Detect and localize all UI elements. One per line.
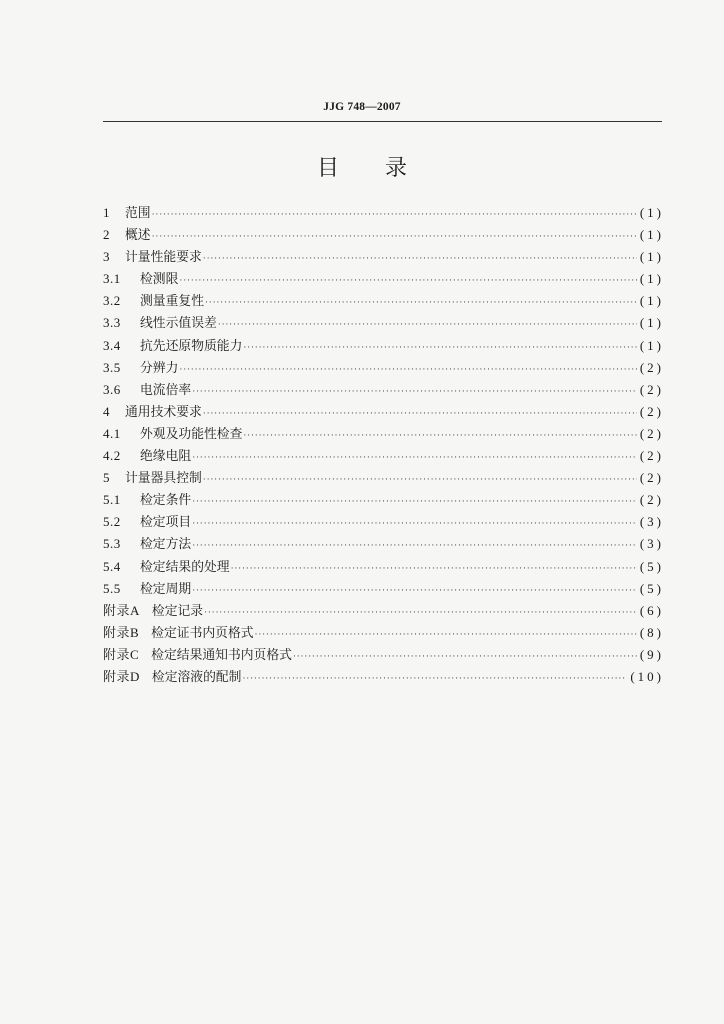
toc-entry-number: 3.6 xyxy=(103,381,121,397)
toc-entry-number: 3.3 xyxy=(103,315,121,331)
dot-leader xyxy=(192,380,637,402)
toc-entry xyxy=(103,511,664,533)
toc-entry xyxy=(103,224,664,246)
toc-entry-page: (5) xyxy=(639,580,664,596)
toc-entry xyxy=(103,312,664,334)
toc-entry-number: 3.2 xyxy=(103,293,121,309)
toc-entry-label: 检定结果的处理 xyxy=(140,559,230,575)
dot-leader xyxy=(192,446,637,468)
toc-entry-page: (1) xyxy=(639,249,664,265)
toc-entry-number: 5.1 xyxy=(103,492,121,508)
toc-entry-number: 4 xyxy=(103,403,110,419)
toc-entry-page: (2) xyxy=(639,470,664,486)
toc-entry-page: (2) xyxy=(639,381,664,397)
dot-leader xyxy=(179,269,636,291)
toc-entry-page: (2) xyxy=(639,492,664,508)
toc-entry-number: 5.4 xyxy=(103,558,121,574)
dot-leader xyxy=(179,358,636,380)
toc-entry-page: (5) xyxy=(639,558,664,574)
dot-leader xyxy=(293,645,637,667)
dot-leader xyxy=(205,291,637,313)
dot-leader xyxy=(231,557,637,579)
toc-entry xyxy=(103,556,664,578)
toc-entry-label: 通用技术要求 xyxy=(125,404,202,420)
toc-entry-label: 检定结果通知书内页格式 xyxy=(151,647,292,663)
toc-entry-number: 3.1 xyxy=(103,271,121,287)
dot-leader xyxy=(152,225,637,247)
toc-entry xyxy=(103,445,664,467)
toc-entry-page: (1) xyxy=(639,337,664,353)
dot-leader xyxy=(255,623,637,645)
toc-entry-label: 分辨力 xyxy=(140,360,179,376)
toc-entry-label: 计量性能要求 xyxy=(125,250,202,266)
toc-entry-page: (1) xyxy=(639,205,664,220)
toc-entry-label: 检定证书内页格式 xyxy=(151,625,254,641)
toc-entry-page: (2) xyxy=(639,448,664,464)
toc-entry-label: 绝缘电阻 xyxy=(140,449,192,465)
dot-leader xyxy=(203,468,637,490)
toc-entry xyxy=(103,644,664,666)
toc-entry-number: 附录D xyxy=(103,668,140,684)
toc-entry-label: 测量重复性 xyxy=(140,294,204,310)
toc-entry xyxy=(103,666,664,688)
dot-leader xyxy=(152,203,637,225)
toc-entry-page: (3) xyxy=(639,536,664,552)
dot-leader xyxy=(243,424,636,446)
toc-entry-page: (2) xyxy=(639,425,664,441)
dot-leader xyxy=(192,534,637,556)
dot-leader xyxy=(242,667,627,689)
toc-entry-page: (2) xyxy=(639,403,664,419)
toc-entry-page: (6) xyxy=(639,602,664,618)
toc-entry-label: 检定项目 xyxy=(140,515,192,531)
table-of-contents xyxy=(103,202,664,688)
toc-entry xyxy=(103,578,664,600)
toc-entry xyxy=(103,202,664,224)
dot-leader xyxy=(204,601,637,623)
toc-entry-number: 3.5 xyxy=(103,359,121,375)
toc-entry-number: 附录B xyxy=(103,624,140,640)
toc-entry-number: 4.2 xyxy=(103,448,121,464)
toc-entry-label: 电流倍率 xyxy=(140,382,192,398)
toc-entry xyxy=(103,600,664,622)
toc-entry-label: 计量器具控制 xyxy=(125,471,202,487)
toc-entry-label: 概述 xyxy=(125,228,151,244)
toc-entry-page: (1) xyxy=(639,315,664,331)
toc-entry-label: 抗先还原物质能力 xyxy=(140,338,243,354)
toc-entry xyxy=(103,268,664,290)
toc-entry xyxy=(103,533,664,555)
toc-entry-number: 附录C xyxy=(103,646,140,662)
toc-entry-page: (2) xyxy=(639,359,664,375)
toc-entry-number: 5.3 xyxy=(103,536,121,552)
toc-entry xyxy=(103,379,664,401)
toc-entry-page: (3) xyxy=(639,514,664,530)
toc-entry xyxy=(103,423,664,445)
toc-entry xyxy=(103,489,664,511)
toc-entry-page: (10) xyxy=(630,668,664,684)
toc-entry xyxy=(103,246,664,268)
toc-entry-label: 线性示值误差 xyxy=(140,316,217,332)
toc-entry-number: 2 xyxy=(103,227,110,243)
dot-leader xyxy=(192,490,637,512)
dot-leader xyxy=(192,512,637,534)
toc-entry-number: 附录A xyxy=(103,602,140,618)
dot-leader xyxy=(192,579,637,601)
toc-entry-page: (1) xyxy=(639,227,664,243)
header-rule xyxy=(103,121,662,122)
toc-entry-number: 5 xyxy=(103,470,110,486)
dot-leader xyxy=(243,336,636,358)
toc-entry-page: (1) xyxy=(639,293,664,309)
toc-entry-page: (9) xyxy=(639,646,664,662)
toc-entry xyxy=(103,290,664,312)
toc-entry-page: (1) xyxy=(639,271,664,287)
toc-entry xyxy=(103,335,664,357)
toc-entry xyxy=(103,401,664,423)
toc-entry-number: 5.5 xyxy=(103,580,121,596)
toc-entry-label: 检定溶液的配制 xyxy=(151,669,242,685)
toc-entry-number: 4.1 xyxy=(103,425,121,441)
toc-entry-label: 检定方法 xyxy=(140,537,192,553)
toc-entry xyxy=(103,622,664,644)
toc-entry-page: (8) xyxy=(639,624,664,640)
page-title: 目录 xyxy=(316,156,453,181)
toc-entry-label: 检定周期 xyxy=(140,581,192,597)
standard-code-header: JJG 748—2007 xyxy=(323,101,401,113)
toc-entry-label: 外观及功能性检查 xyxy=(140,426,243,442)
toc-entry-number: 3 xyxy=(103,249,110,265)
toc-entry-number: 1 xyxy=(103,205,110,220)
dot-leader xyxy=(203,402,637,424)
toc-entry-label: 检定条件 xyxy=(140,493,192,509)
toc-entry-label: 检定记录 xyxy=(151,603,204,619)
toc-entry-number: 3.4 xyxy=(103,337,121,353)
toc-entry xyxy=(103,357,664,379)
dot-leader xyxy=(218,313,637,335)
toc-entry xyxy=(103,467,664,489)
dot-leader xyxy=(203,247,637,269)
toc-entry-label: 检测限 xyxy=(140,272,179,288)
toc-entry-label: 范围 xyxy=(125,206,151,221)
toc-entry-number: 5.2 xyxy=(103,514,121,530)
